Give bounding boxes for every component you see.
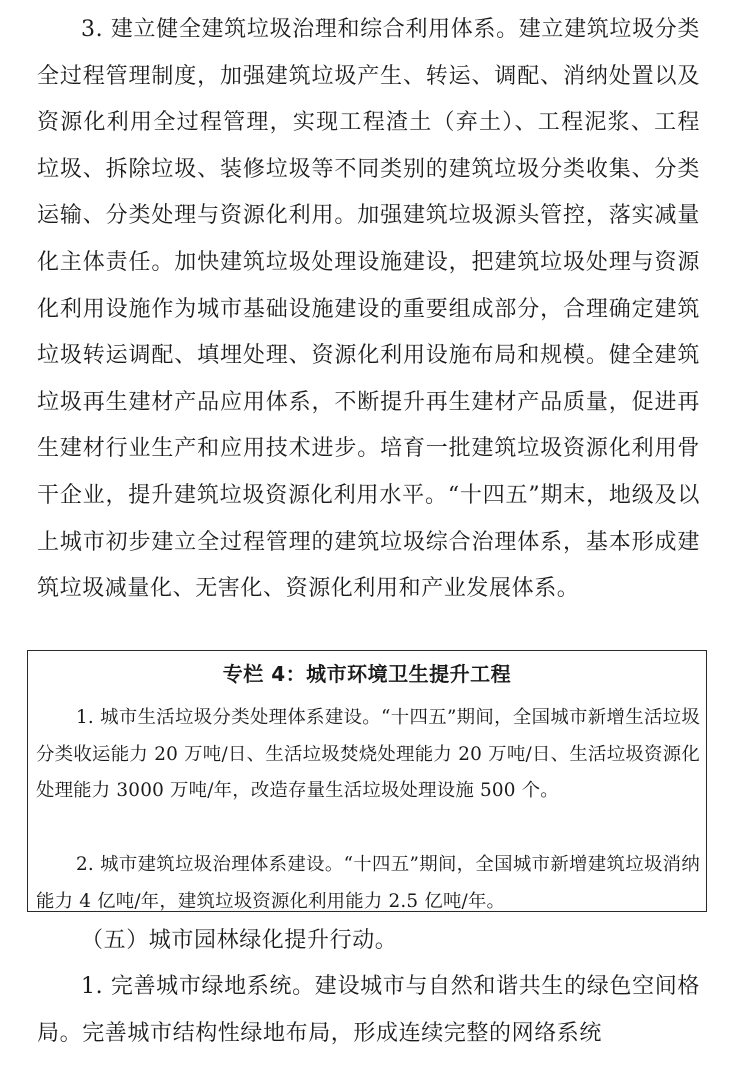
body-paragraph-green-space: 1. 完善城市绿地系统。建设城市与自然和谐共生的绿色空间格局。完善城市结构性绿地布局，形成连续完整的网络系统 [37, 974, 700, 1046]
special-column-box [27, 650, 707, 912]
section-heading-urban-greening: （五）城市园林绿化提升行动。 [81, 928, 398, 953]
body-paragraph-construction-waste: 3. 建立健全建筑垃圾治理和综合利用体系。建立建筑垃圾分类全过程管理制度，加强建筑垃圾产生、转运、调配、消纳处置以及资源化利用全过程管理，实现工程渣土（弃土）、工程泥浆、工程垃圾、拆除垃圾、装修垃圾等不同类别的建筑垃圾分类收集、分类运输、分类处理与资源化利用。加强建筑垃圾源头管控，落实减量化主体责任。加快建筑垃圾处理设施建设，把建筑垃圾处理与资源化利用设施作为城市基础设施建设的重要组成部分，合理确定建筑垃圾转运调配、填埋处理、资源化利用设施布局和规模。健全建筑垃圾再生建材产品应用体系，不断提升再生建材产品质量，促进再生建材行业生产和应用技术进步。培育一批建筑垃圾资源化利用骨干企业，提升建筑垃圾资源化利用水平。“十四五”期末，地级及以上城市初步建立全过程管理的建筑垃圾综合治理体系，基本形成建筑垃圾减量化、无害化、资源化利用和产业发展体系。 [37, 17, 700, 602]
special-column-item-household-waste: 1. 城市生活垃圾分类处理体系建设。“十四五”期间，全国城市新增生活垃圾分类收运能力 20 万吨/日、生活垃圾焚烧处理能力 20 万吨/日、生活垃圾资源化处理能力 3000 万吨/年，改造存量生活垃圾处理设施 500 个。 [36, 707, 700, 802]
special-column-item-construction-waste: 2. 城市建筑垃圾治理体系建设。“十四五”期间，全国城市新增建筑垃圾消纳能力 4 亿吨/年，建筑垃圾资源化利用能力 2.5 亿吨/年。 [36, 854, 700, 912]
special-column-title: 专栏 4：城市环境卫生提升工程 [222, 662, 512, 686]
